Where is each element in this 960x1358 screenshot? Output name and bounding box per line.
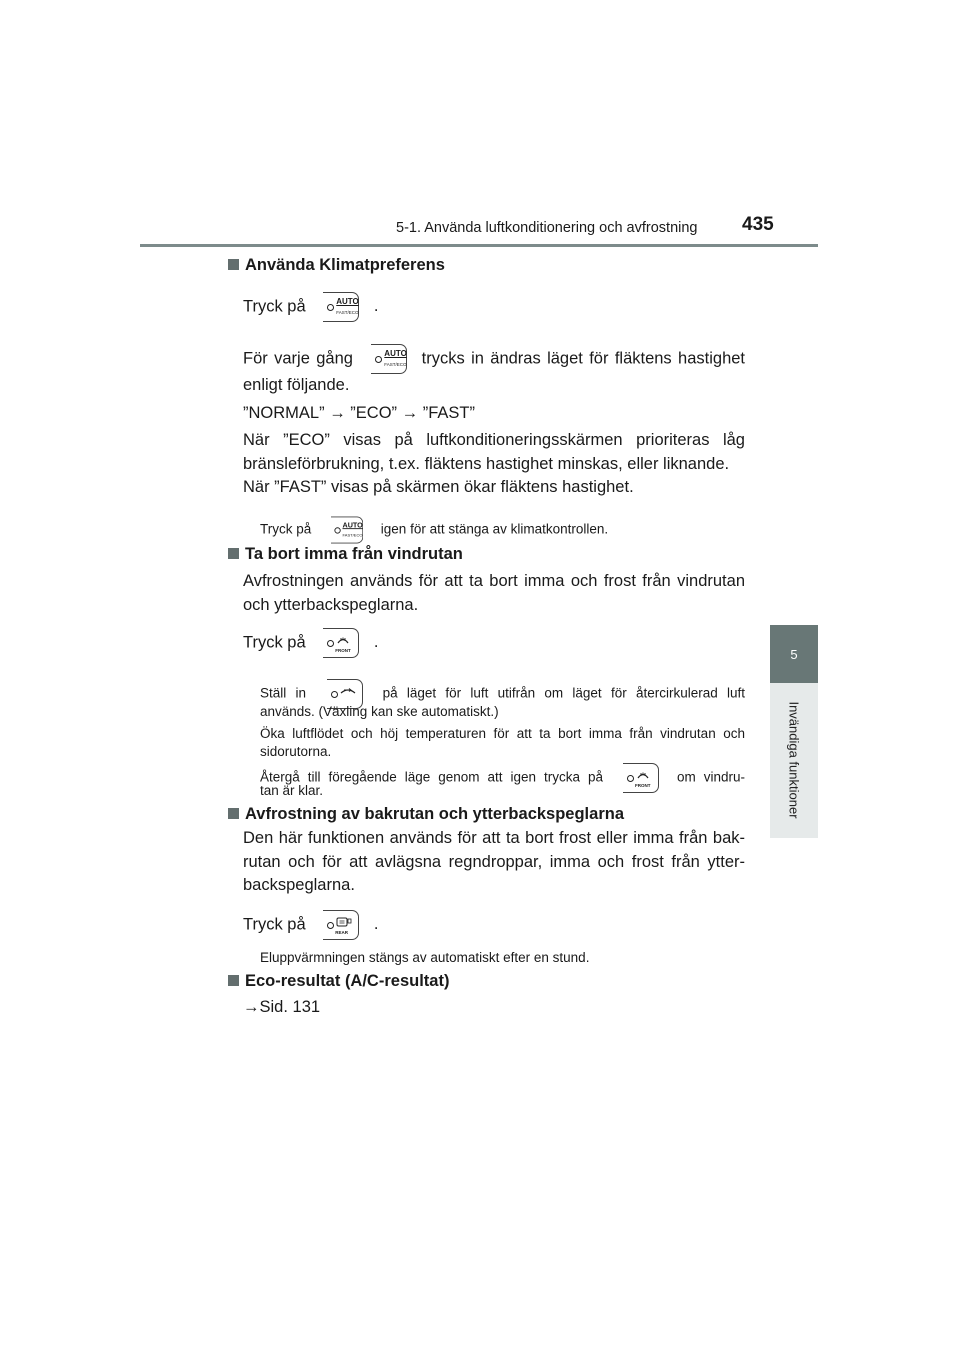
instruction-line: Tryck på FRONT .	[243, 628, 745, 658]
note: Öka luftflödet och höj temperaturen för att ta bort imma från vindrutan och sidorutorna.	[260, 726, 745, 759]
square-bullet-icon	[228, 548, 239, 559]
paragraph: När ”FAST” visas på skärmen ökar fläktens hastighet.	[243, 478, 634, 496]
note: används. (Växling kan ske automatiskt.)	[260, 704, 499, 719]
arrow-right-icon: →	[243, 998, 260, 1016]
chapter-number: 5	[790, 646, 798, 662]
mode-sequence: ”NORMAL” → ”ECO” → ”FAST”	[243, 404, 475, 422]
note: Återgå till föregående läge genom att igen trycka på FRONT om vindru-	[260, 763, 745, 793]
chapter-tab-number	[770, 625, 818, 683]
section-heading: Använda Klimatpreferens	[228, 256, 445, 275]
square-bullet-icon	[228, 975, 239, 986]
note: Ställ in på läget för luft utifrån om läget för återcirkulerad luft	[260, 679, 745, 709]
header-divider	[140, 244, 818, 247]
arrow-right-icon: →	[329, 404, 346, 422]
page-number: 435	[742, 214, 774, 235]
section-heading: Eco-resultat (A/C-resultat)	[228, 972, 449, 991]
instruction-line: Tryck på AUTO FAST/ECO .	[243, 292, 745, 322]
paragraph: enligt följande.	[243, 376, 350, 394]
paragraph: Avfrostningen används för att ta bort imma och frost från vindrutan och ytterbackspeglarna.	[243, 572, 745, 614]
front-defroster-button-icon: FRONT	[323, 628, 359, 658]
auto-button-icon: AUTO FAST/ECO	[371, 344, 407, 374]
square-bullet-icon	[228, 808, 239, 819]
rear-defogger-button-icon: REAR	[323, 910, 359, 940]
note: Eluppvärmningen stängs av automatiskt efter en stund.	[260, 950, 590, 965]
square-bullet-icon	[228, 259, 239, 270]
page-reference[interactable]: →Sid. 131	[243, 998, 321, 1016]
arrow-right-icon: →	[401, 404, 419, 422]
instruction-line: Tryck på REAR .	[243, 910, 745, 940]
section-heading: Ta bort imma från vindrutan	[228, 545, 463, 564]
auto-button-icon: AUTO FAST/ECO	[331, 517, 363, 544]
chapter-label: Invändiga funktioner	[786, 701, 802, 819]
note: tan är klar.	[260, 783, 324, 798]
section-heading: Avfrostning av bakrutan och ytterbackspeglarna	[228, 805, 624, 824]
paragraph: Den här funktionen används för att ta bort frost eller imma från bak-rutan och för att avlägsna regndroppar, imma och frost från ytter-backspeglarna.	[243, 829, 745, 894]
chapter-tab	[770, 683, 818, 838]
paragraph: När ”ECO” visas på luftkonditioneringsskärmen prioriteras låg bränsleförbrukning, t.ex. fläktens hastighet minskas, eller liknande.	[243, 431, 745, 473]
front-defroster-button-icon: FRONT	[623, 763, 659, 793]
paragraph: För varje gång AUTO FAST/ECO trycks in ändras läget för fläktens hastighet	[243, 344, 745, 374]
section-title: 5-1. Använda luftkonditionering och avfrostning	[396, 220, 698, 236]
note: Tryck på AUTO FAST/ECO igen för att stänga av klimatkontrollen.	[260, 515, 745, 545]
auto-button-icon: AUTO FAST/ECO	[323, 292, 359, 322]
